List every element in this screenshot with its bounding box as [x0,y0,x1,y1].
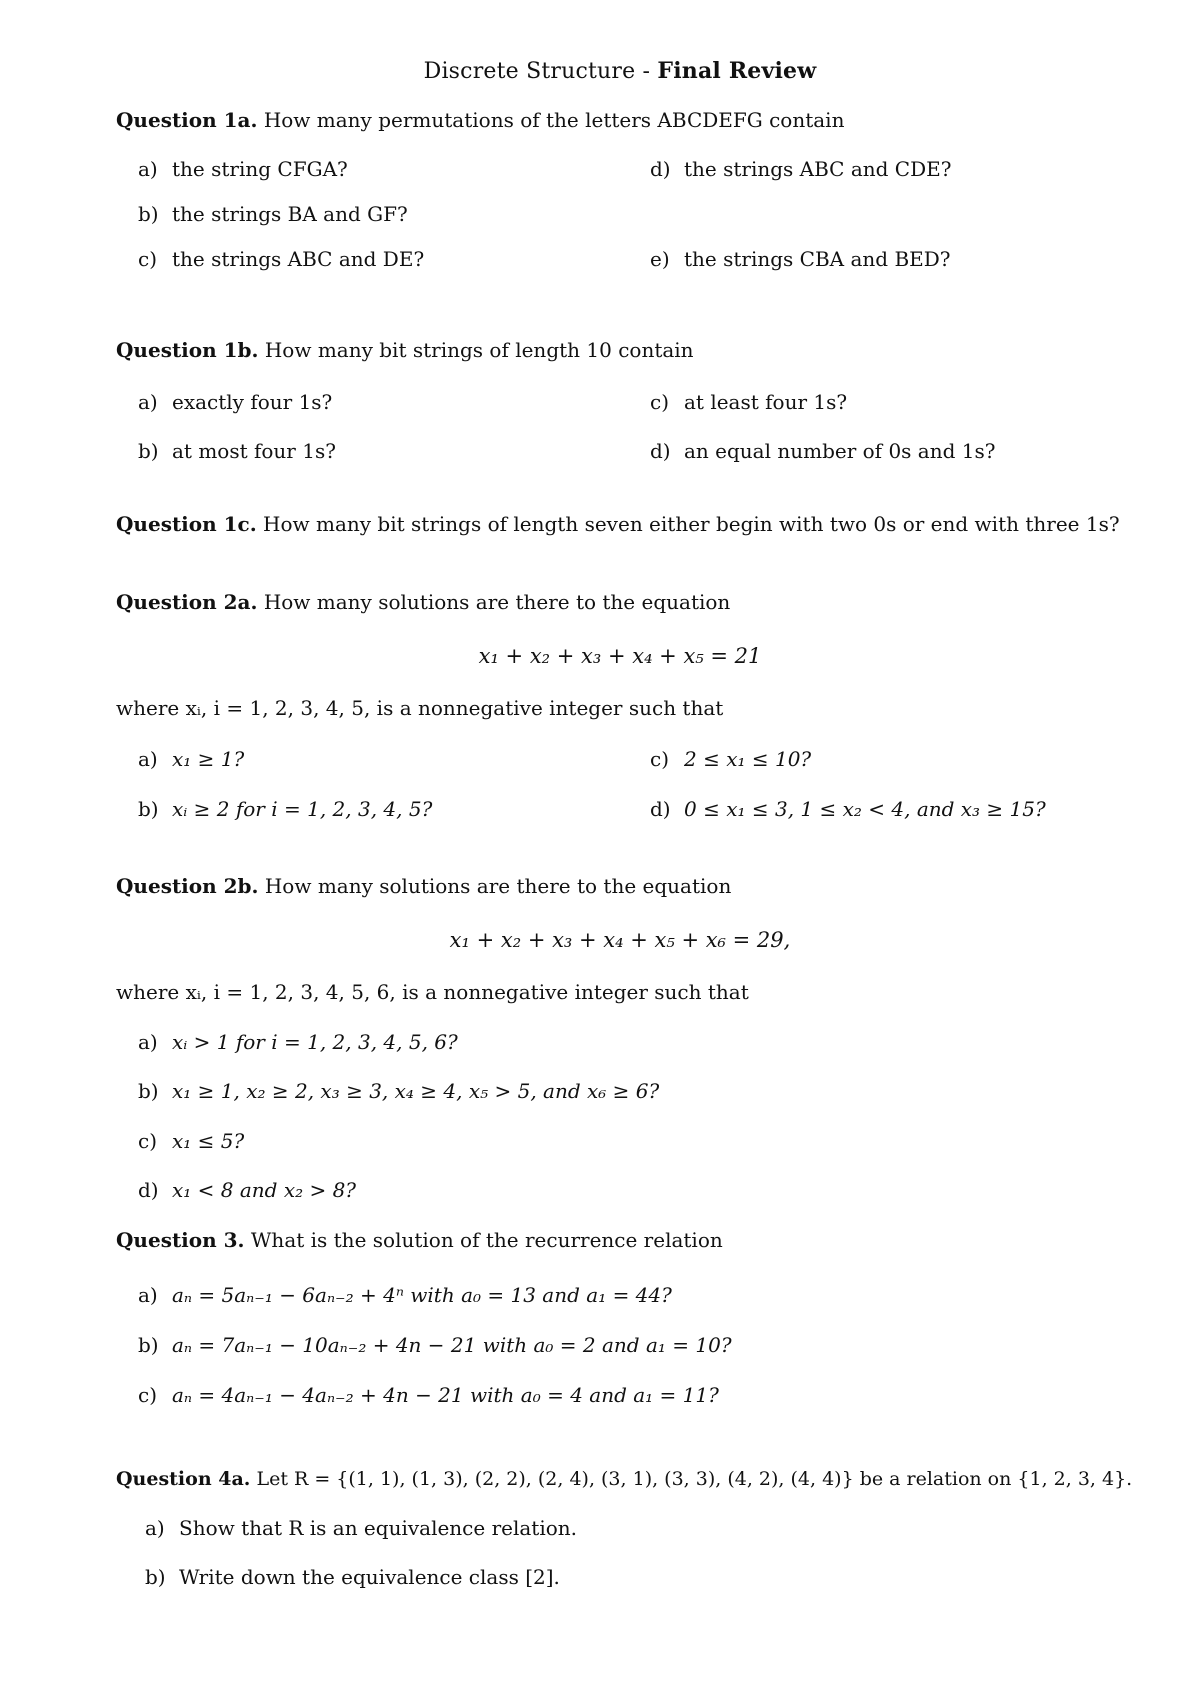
where-clause: where xᵢ, i = 1, 2, 3, 4, 5, 6, is a nonnegative integer such that [116,980,749,1004]
item-text: x₁ ≤ 5? [172,1129,245,1153]
list-item [138,437,336,465]
item-text: x₁ < 8 and x₂ > 8? [172,1178,357,1202]
list-item [138,1077,659,1105]
question-label: Question 1a. [116,108,258,132]
item-label: c) [138,247,158,271]
list-item [138,795,432,823]
question-label: Question 2a. [116,590,258,614]
item-text: aₙ = 4aₙ₋₁ − 4aₙ₋₂ + 4n − 21 with a₀ = 4 and a₁ = 11? [172,1383,719,1407]
list-item [650,388,847,416]
list-item [138,1028,458,1056]
item-label: a) [145,1516,165,1540]
item-label: d) [650,797,671,821]
list-item [138,388,332,416]
item-text: the strings BA and GF? [172,202,408,226]
list-item [650,437,995,465]
item-text: x₁ ≥ 1, x₂ ≥ 2, x₃ ≥ 3, x₄ ≥ 4, x₅ > 5, and x₆ ≥ 6? [172,1079,660,1103]
item-text: the strings ABC and CDE? [684,157,952,181]
list-item [138,1281,672,1309]
question-text: How many solutions are there to the equation [263,590,731,614]
question-label: Question 2b. [116,874,259,898]
item-label: d) [650,157,671,181]
item-label: c) [138,1129,158,1153]
list-item [145,1514,577,1542]
list-item [138,1381,719,1409]
item-text: 0 ≤ x₁ ≤ 3, 1 ≤ x₂ < 4, and x₃ ≥ 15? [684,797,1046,821]
item-text: at most four 1s? [172,439,336,463]
question-4a [116,1465,1176,1493]
item-text: aₙ = 7aₙ₋₁ − 10aₙ₋₂ + 4n − 21 with a₀ = 2 and a₁ = 10? [172,1333,732,1357]
list-item [138,200,408,228]
item-label: c) [138,1383,158,1407]
item-label: b) [138,1333,159,1357]
item-text: Show that R is an equivalence relation. [179,1516,578,1540]
item-label: d) [138,1178,159,1202]
question-2a [116,588,1126,616]
question-text: How many bit strings of length 10 contain [264,338,694,362]
item-label: e) [650,247,670,271]
page-title [0,58,1200,84]
question-text: How many solutions are there to the equation [264,874,732,898]
question-label: Question 1b. [116,338,259,362]
item-label: a) [138,1283,158,1307]
list-item [138,1127,244,1155]
item-label: d) [650,439,671,463]
item-label: b) [145,1565,166,1589]
question-label: Question 1c. [116,512,257,536]
item-text: an equal number of 0s and 1s? [684,439,996,463]
item-text: exactly four 1s? [172,390,333,414]
list-item [138,1176,356,1204]
question-1b [116,336,1126,364]
list-item [650,155,951,183]
question-text: Let R = {(1, 1), (1, 3), (2, 2), (2, 4), (3, 1), (3, 3), (4, 2), (4, 4)} be a relation on {1, 2, 3, 4}. [256,1468,1133,1490]
item-text: aₙ = 5aₙ₋₁ − 6aₙ₋₂ + 4ⁿ with a₀ = 13 and a₁ = 44? [172,1283,672,1307]
item-text: at least four 1s? [684,390,848,414]
item-label: a) [138,390,158,414]
item-label: a) [138,157,158,181]
item-label: a) [138,747,158,771]
item-text: the string CFGA? [172,157,348,181]
item-label: a) [138,1030,158,1054]
title-plain: Discrete Structure - [423,59,658,84]
list-item [650,795,1046,823]
question-1c [116,510,1126,538]
title-bold: Final Review [657,58,817,84]
question-text: How many permutations of the letters ABCDEFG contain [263,108,845,132]
equation: x₁ + x₂ + x₃ + x₄ + x₅ + x₆ = 29, [449,928,791,952]
item-label: b) [138,202,159,226]
item-text: Write down the equivalence class [2]. [179,1565,560,1589]
question-3 [116,1226,1126,1254]
item-label: b) [138,439,159,463]
list-item [145,1563,560,1591]
item-text: xᵢ > 1 for i = 1, 2, 3, 4, 5, 6? [172,1030,458,1054]
question-label: Question 3. [116,1228,245,1252]
question-label: Question 4a. [116,1468,251,1490]
item-text: the strings CBA and BED? [684,247,951,271]
item-label: b) [138,1079,159,1103]
equation: x₁ + x₂ + x₃ + x₄ + x₅ = 21 [478,644,762,668]
item-text: 2 ≤ x₁ ≤ 10? [684,747,812,771]
where-clause: where xᵢ, i = 1, 2, 3, 4, 5, is a nonnegative integer such that [116,696,724,720]
question-1a [116,106,1126,134]
list-item [650,245,951,273]
question-text: How many bit strings of length seven either begin with two 0s or end with three 1s? [263,512,1120,536]
question-text: What is the solution of the recurrence relation [250,1228,723,1252]
question-2b [116,872,1126,900]
list-item [650,745,811,773]
list-item [138,745,244,773]
item-text: x₁ ≥ 1? [172,747,245,771]
item-text: xᵢ ≥ 2 for i = 1, 2, 3, 4, 5? [172,797,433,821]
list-item [138,1331,732,1359]
item-label: b) [138,797,159,821]
item-label: c) [650,390,670,414]
list-item [138,245,424,273]
item-label: c) [650,747,670,771]
item-text: the strings ABC and DE? [172,247,425,271]
list-item [138,155,348,183]
